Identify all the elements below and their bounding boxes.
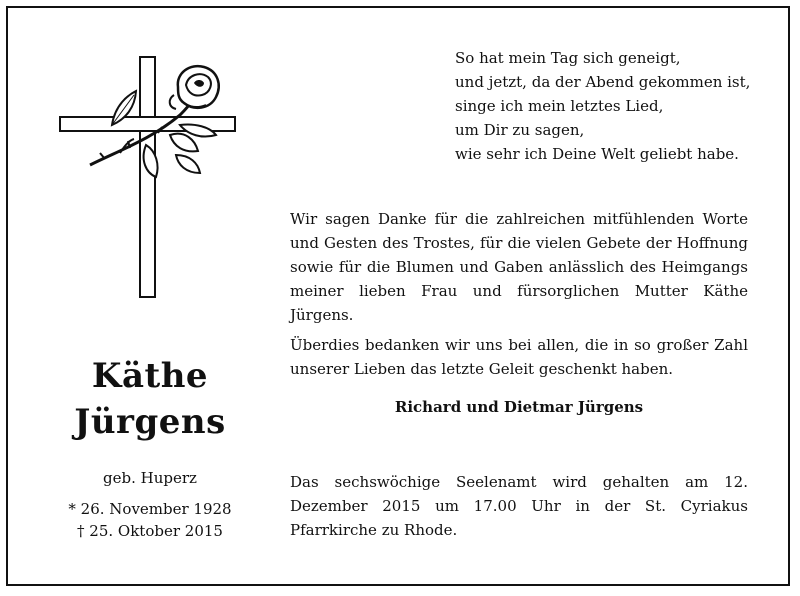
signature: Richard und Dietmar Jürgens [394, 398, 644, 416]
birth-date: * 26. November 1928 [68, 500, 232, 518]
deceased-first-name: Käthe [91, 356, 209, 396]
thanks-text [290, 207, 748, 387]
thanks-paragraph: Wir sagen Danke für die zahlreichen mitfühlenden Worte und Gesten des Trostes, für die vielen Gebete der Hoffnung sowie für die Blumen und Gaben anlässlich des Heimgangs meiner lieben Frau und fürsorglichen Mutter Käthe Jürgens. [290, 210, 748, 324]
life-dates [40, 498, 260, 542]
birth-name: geb. Huperz [103, 469, 197, 487]
poem-line: wie sehr ich Deine Welt geliebt habe. [455, 145, 739, 163]
death-date: † 25. Oktober 2015 [77, 522, 223, 540]
deceased-last-name: Jürgens [74, 402, 226, 442]
poem-line: um Dir zu sagen, [455, 121, 585, 139]
thanks-paragraph: Überdies bedanken wir uns bei allen, die in so großer Zahl unserer Lieben das letzte Geleit geschenkt haben. [290, 336, 748, 378]
cross-with-rose-icon [50, 55, 250, 300]
poem-line: und jetzt, da der Abend gekommen ist, [455, 73, 751, 91]
poem [455, 46, 750, 166]
poem-line: So hat mein Tag sich geneigt, [455, 49, 681, 67]
poem-line: singe ich mein letztes Lied, [455, 97, 664, 115]
memorial-service-notice: Das sechswöchige Seelenamt wird gehalten am 12. Dezember 2015 um 17.00 Uhr in der St. Cyriakus Pfarrkirche zu Rhode. [290, 473, 748, 539]
